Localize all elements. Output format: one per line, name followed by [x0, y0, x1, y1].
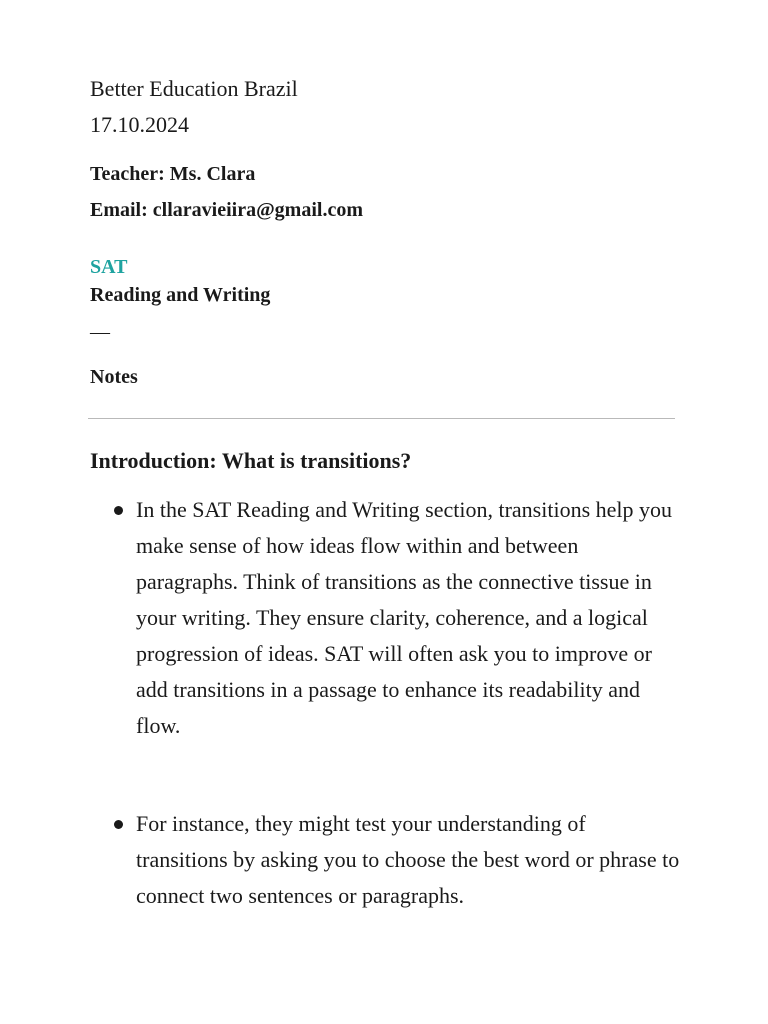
bullet-text: In the SAT Reading and Writing section, transitions help you make sense of how ideas flow within and between paragraphs. Think of transitions as the connective tissue in your writing. They ensure clarity, coherence, and a logical progression of ideas. SAT will often ask you to improve or add transitions in a passage to enhance its readability and flow.	[136, 497, 673, 738]
document-date: 17.10.2024	[90, 112, 189, 137]
bullet-text: For instance, they might test your understanding of transitions by asking you to choose the best word or phrase to connect two sentences or paragraphs.	[136, 811, 680, 908]
list-item	[90, 806, 680, 914]
list-item	[90, 492, 680, 744]
horizontal-divider	[88, 418, 675, 419]
notes-bullet-list	[90, 492, 680, 914]
teacher-name: Teacher: Ms. Clara	[90, 163, 256, 185]
section-title: Reading and Writing	[90, 284, 271, 306]
bullet-dot-icon	[114, 820, 123, 829]
separator-dash: —	[90, 321, 110, 343]
organization-name: Better Education Brazil	[90, 76, 298, 101]
notes-label: Notes	[90, 366, 138, 388]
bullet-dot-icon	[114, 506, 123, 515]
teacher-email: Email: cllaravieiira@gmail.com	[90, 199, 363, 221]
subject-title: SAT	[90, 256, 128, 278]
notes-heading: Introduction: What is transitions?	[90, 448, 412, 473]
